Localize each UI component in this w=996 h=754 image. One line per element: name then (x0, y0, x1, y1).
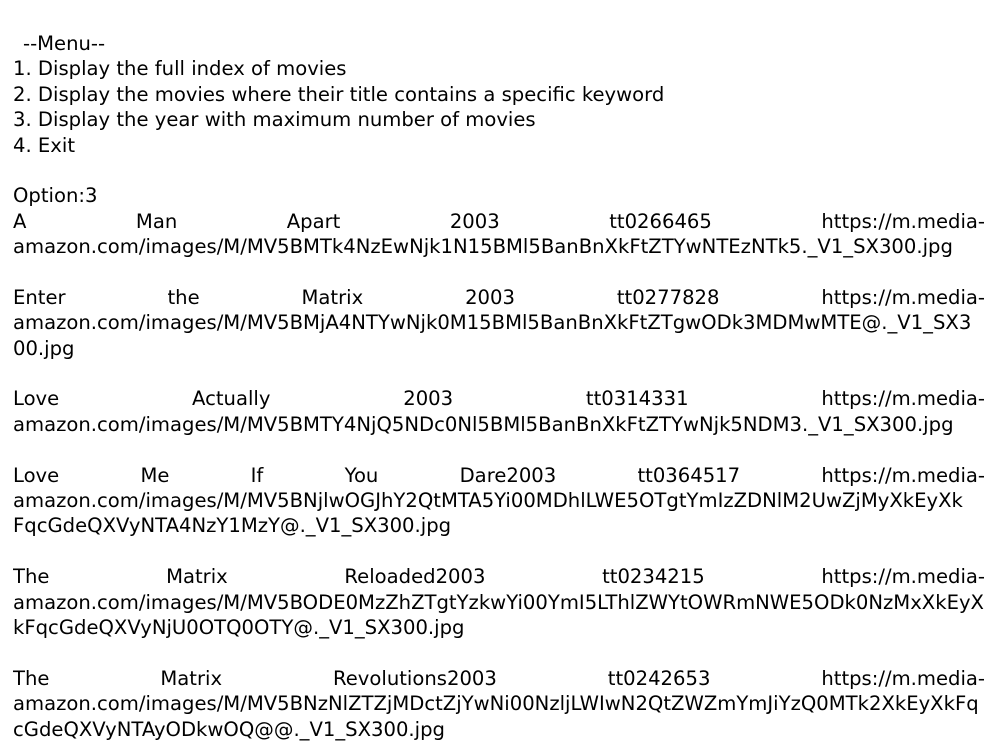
menu-item-1: 1. Display the full index of movies (13, 57, 347, 81)
result-record (13, 209, 985, 260)
result-url-continuation: amazon.com/images/M/MV5BNzNlZTZjMDctZjYwNi00NzljLWIwN2QtZWZmYmJiYzQ0MTk2XkEyXkFq (13, 692, 979, 716)
blank-line (13, 640, 985, 665)
result-url-continuation: 00.jpg (13, 336, 75, 360)
result-record (13, 666, 985, 742)
result-line: Love Me If You Dare2003 tt0364517 https://m.media- (13, 463, 985, 487)
result-url-continuation: amazon.com/images/M/MV5BMjA4NTYwNjk0M15BMl5BanBnXkFtZTgwODk3MDMwMTE@._V1_SX3 (13, 311, 972, 335)
result-line: The Matrix Revolutions2003 tt0242653 https://m.media- (13, 666, 985, 690)
result-url-continuation: amazon.com/images/M/MV5BNjlwOGJhY2QtMTA5Yi00MDhlLWE5OTgtYmIzZDNlM2UwZjMyXkEyXk (13, 489, 963, 513)
menu-item-4: 4. Exit (13, 133, 76, 157)
blank-line (13, 158, 985, 183)
result-url-continuation: cGdeQXVyNTAyODkwOQ@@._V1_SX300.jpg (13, 717, 445, 741)
blank-line (13, 361, 985, 386)
result-record (13, 386, 985, 437)
result-line: The Matrix Reloaded2003 tt0234215 https://m.media- (13, 565, 985, 589)
blank-line (13, 539, 985, 564)
option-line: Option:3 (13, 184, 98, 208)
console-output (13, 31, 985, 742)
result-line: A Man Apart 2003 tt0266465 https://m.media- (13, 209, 985, 233)
blank-line (13, 260, 985, 285)
result-line: Love Actually 2003 tt0314331 https://m.media- (13, 387, 985, 411)
menu-item-3: 3. Display the year with maximum number of movies (13, 108, 536, 132)
result-url-continuation: amazon.com/images/M/MV5BODE0MzZhZTgtYzkwYi00YmI5LThlZWYtOWRmNWE5ODk0NzMxXkEyX (13, 590, 984, 614)
result-record (13, 564, 985, 640)
result-record (13, 285, 985, 361)
result-url-continuation: kFqcGdeQXVyNjU0OTQ0OTY@._V1_SX300.jpg (13, 615, 465, 639)
menu-item-2: 2. Display the movies where their title contains a specific keyword (13, 82, 665, 106)
result-url-continuation: FqcGdeQXVyNTA4NzY1MzY@._V1_SX300.jpg (13, 514, 452, 538)
result-url-continuation: amazon.com/images/M/MV5BMTk4NzEwNjk1N15BMl5BanBnXkFtZTYwNTEzNTk5._V1_SX300.jpg (13, 235, 953, 259)
blank-line (13, 437, 985, 462)
result-line: Enter the Matrix 2003 tt0277828 https://m.media- (13, 285, 985, 309)
result-url-continuation: amazon.com/images/M/MV5BMTY4NjQ5NDc0Nl5BMl5BanBnXkFtZTYwNjk5NDM3._V1_SX300.jpg (13, 412, 954, 436)
result-record (13, 463, 985, 539)
menu-title: --Menu-- (23, 32, 106, 55)
